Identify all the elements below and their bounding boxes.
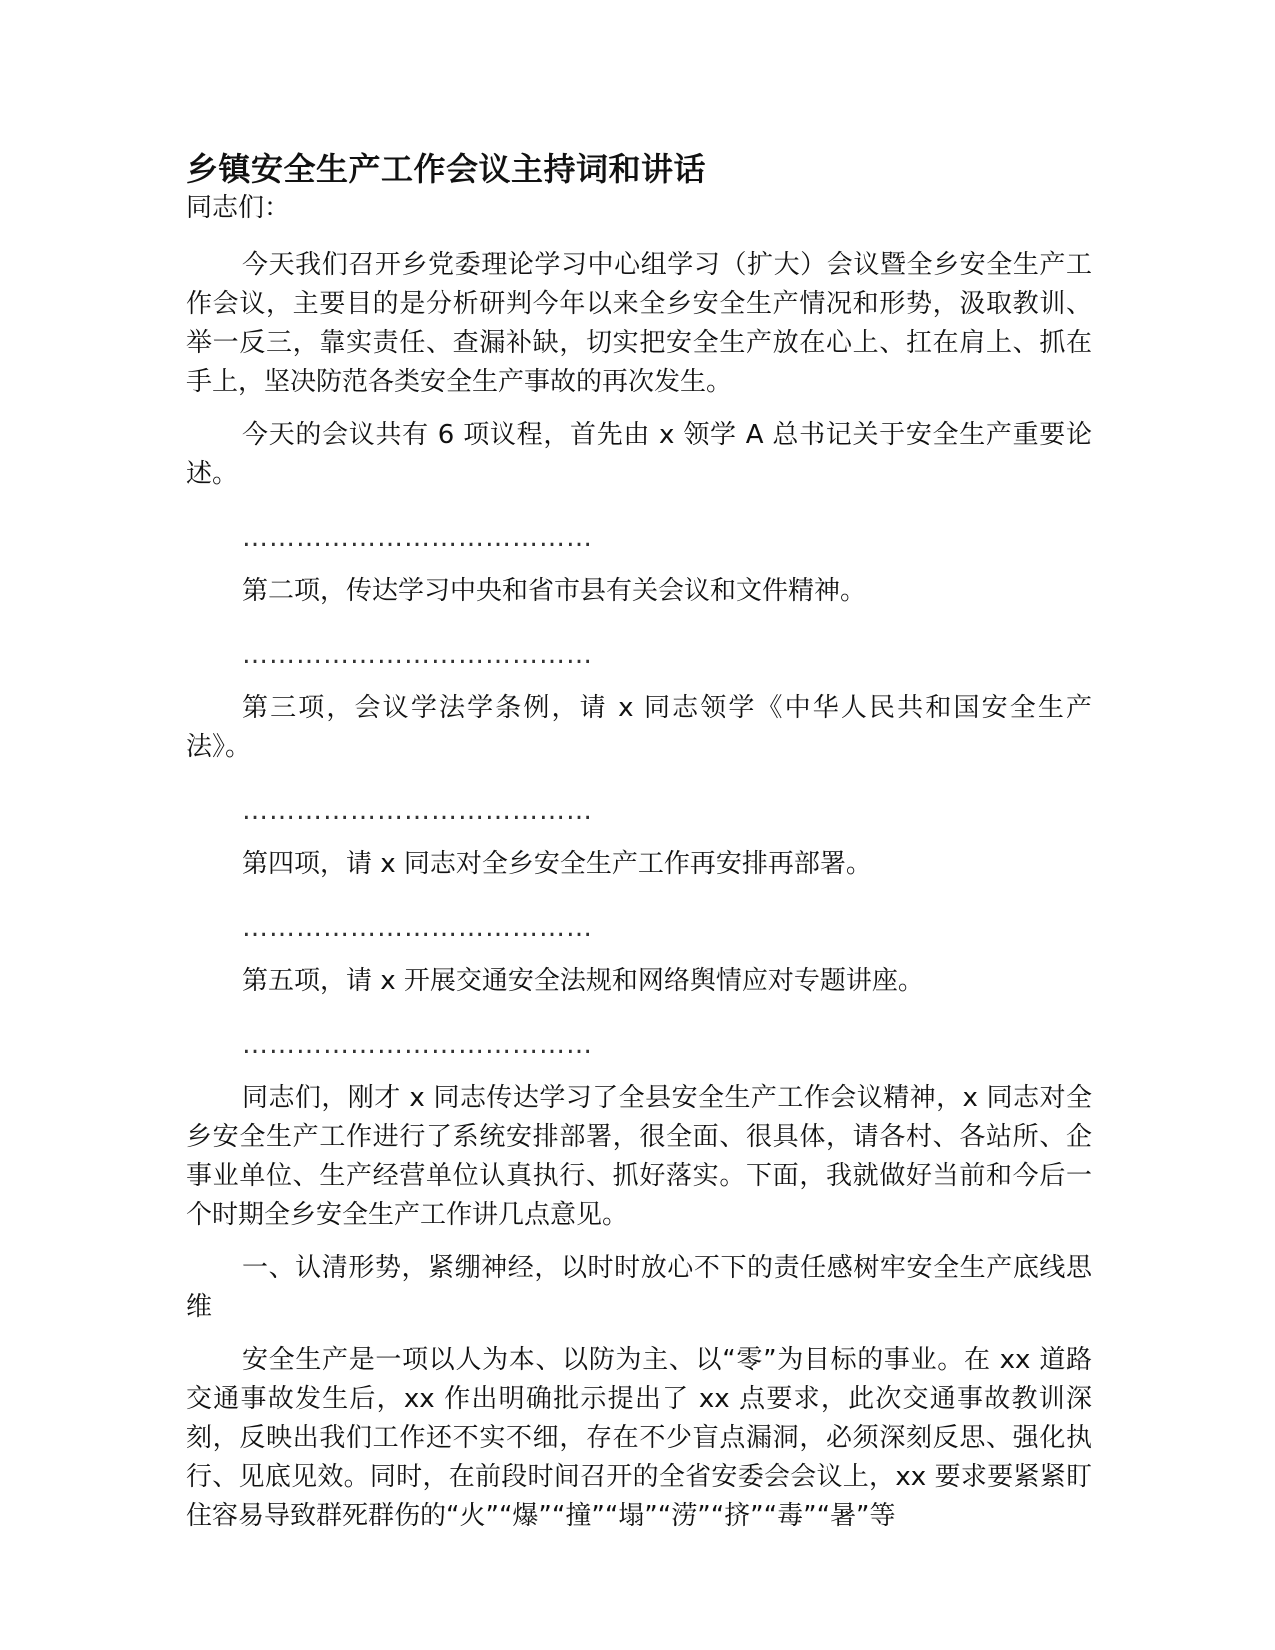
document-title: 乡镇安全生产工作会议主持词和讲话 xyxy=(186,150,707,188)
ellipsis-line: ………………………………… xyxy=(242,796,593,826)
greeting: 同志们： xyxy=(186,193,291,223)
paragraph-agenda-3: 第三项，会议学法学条例，请 x 同志领学《中华人民共和国安全生产法》。 xyxy=(186,693,1092,762)
ellipsis-line: ………………………………… xyxy=(242,913,593,943)
paragraph-section-1: 安全生产是一项以人为本、以防为主、以“零”为目标的事业。在 xx 道路交通事故发生后，xx 作出明确批示提出了 xx 点要求，此次交通事故教训深刻，反映出我们工作还不实不细，存在不少盲点漏洞，必须深刻反思、强化执行、见底见效。同时，在前段时间召开的全省安委会会议上，xx 要求要紧紧盯住容易导致群死群伤的“火”“爆”“撞”“塌”“涝”“挤”“毒”“暑”等 xyxy=(186,1345,1092,1531)
ellipsis-line: ………………………………… xyxy=(242,1030,593,1060)
paragraph-agenda-2: 第二项，传达学习中央和省市县有关会议和文件精神。 xyxy=(242,576,867,606)
ellipsis-line: ………………………………… xyxy=(242,640,593,670)
document-body xyxy=(186,148,1092,1536)
paragraph-agenda-4: 第四项，请 x 同志对全乡安全生产工作再安排再部署。 xyxy=(242,849,872,879)
ellipsis-line: ………………………………… xyxy=(242,523,593,553)
section-heading-1: 一、认清形势，紧绷神经，以时时放心不下的责任感树牢安全生产底线思维 xyxy=(186,1253,1092,1322)
paragraph-intro: 今天我们召开乡党委理论学习中心组学习（扩大）会议暨全乡安全生产工作会议，主要目的是分析研判今年以来全乡安全生产情况和形势，汲取教训、举一反三，靠实责任、查漏补缺，切实把安全生产放在心上、扛在肩上、抓在手上，坚决防范各类安全生产事故的再次发生。 xyxy=(186,250,1092,397)
paragraph-summary: 同志们，刚才 x 同志传达学习了全县安全生产工作会议精神，x 同志对全乡安全生产工作进行了系统安排部署，很全面、很具体，请各村、各站所、企事业单位、生产经营单位认真执行、抓好落实。下面，我就做好当前和今后一个时期全乡安全生产工作讲几点意见。 xyxy=(186,1083,1092,1230)
paragraph-agenda-1: 今天的会议共有 6 项议程，首先由 x 领学 A 总书记关于安全生产重要论述。 xyxy=(186,420,1092,489)
paragraph-agenda-5: 第五项，请 x 开展交通安全法规和网络舆情应对专题讲座。 xyxy=(242,966,924,996)
